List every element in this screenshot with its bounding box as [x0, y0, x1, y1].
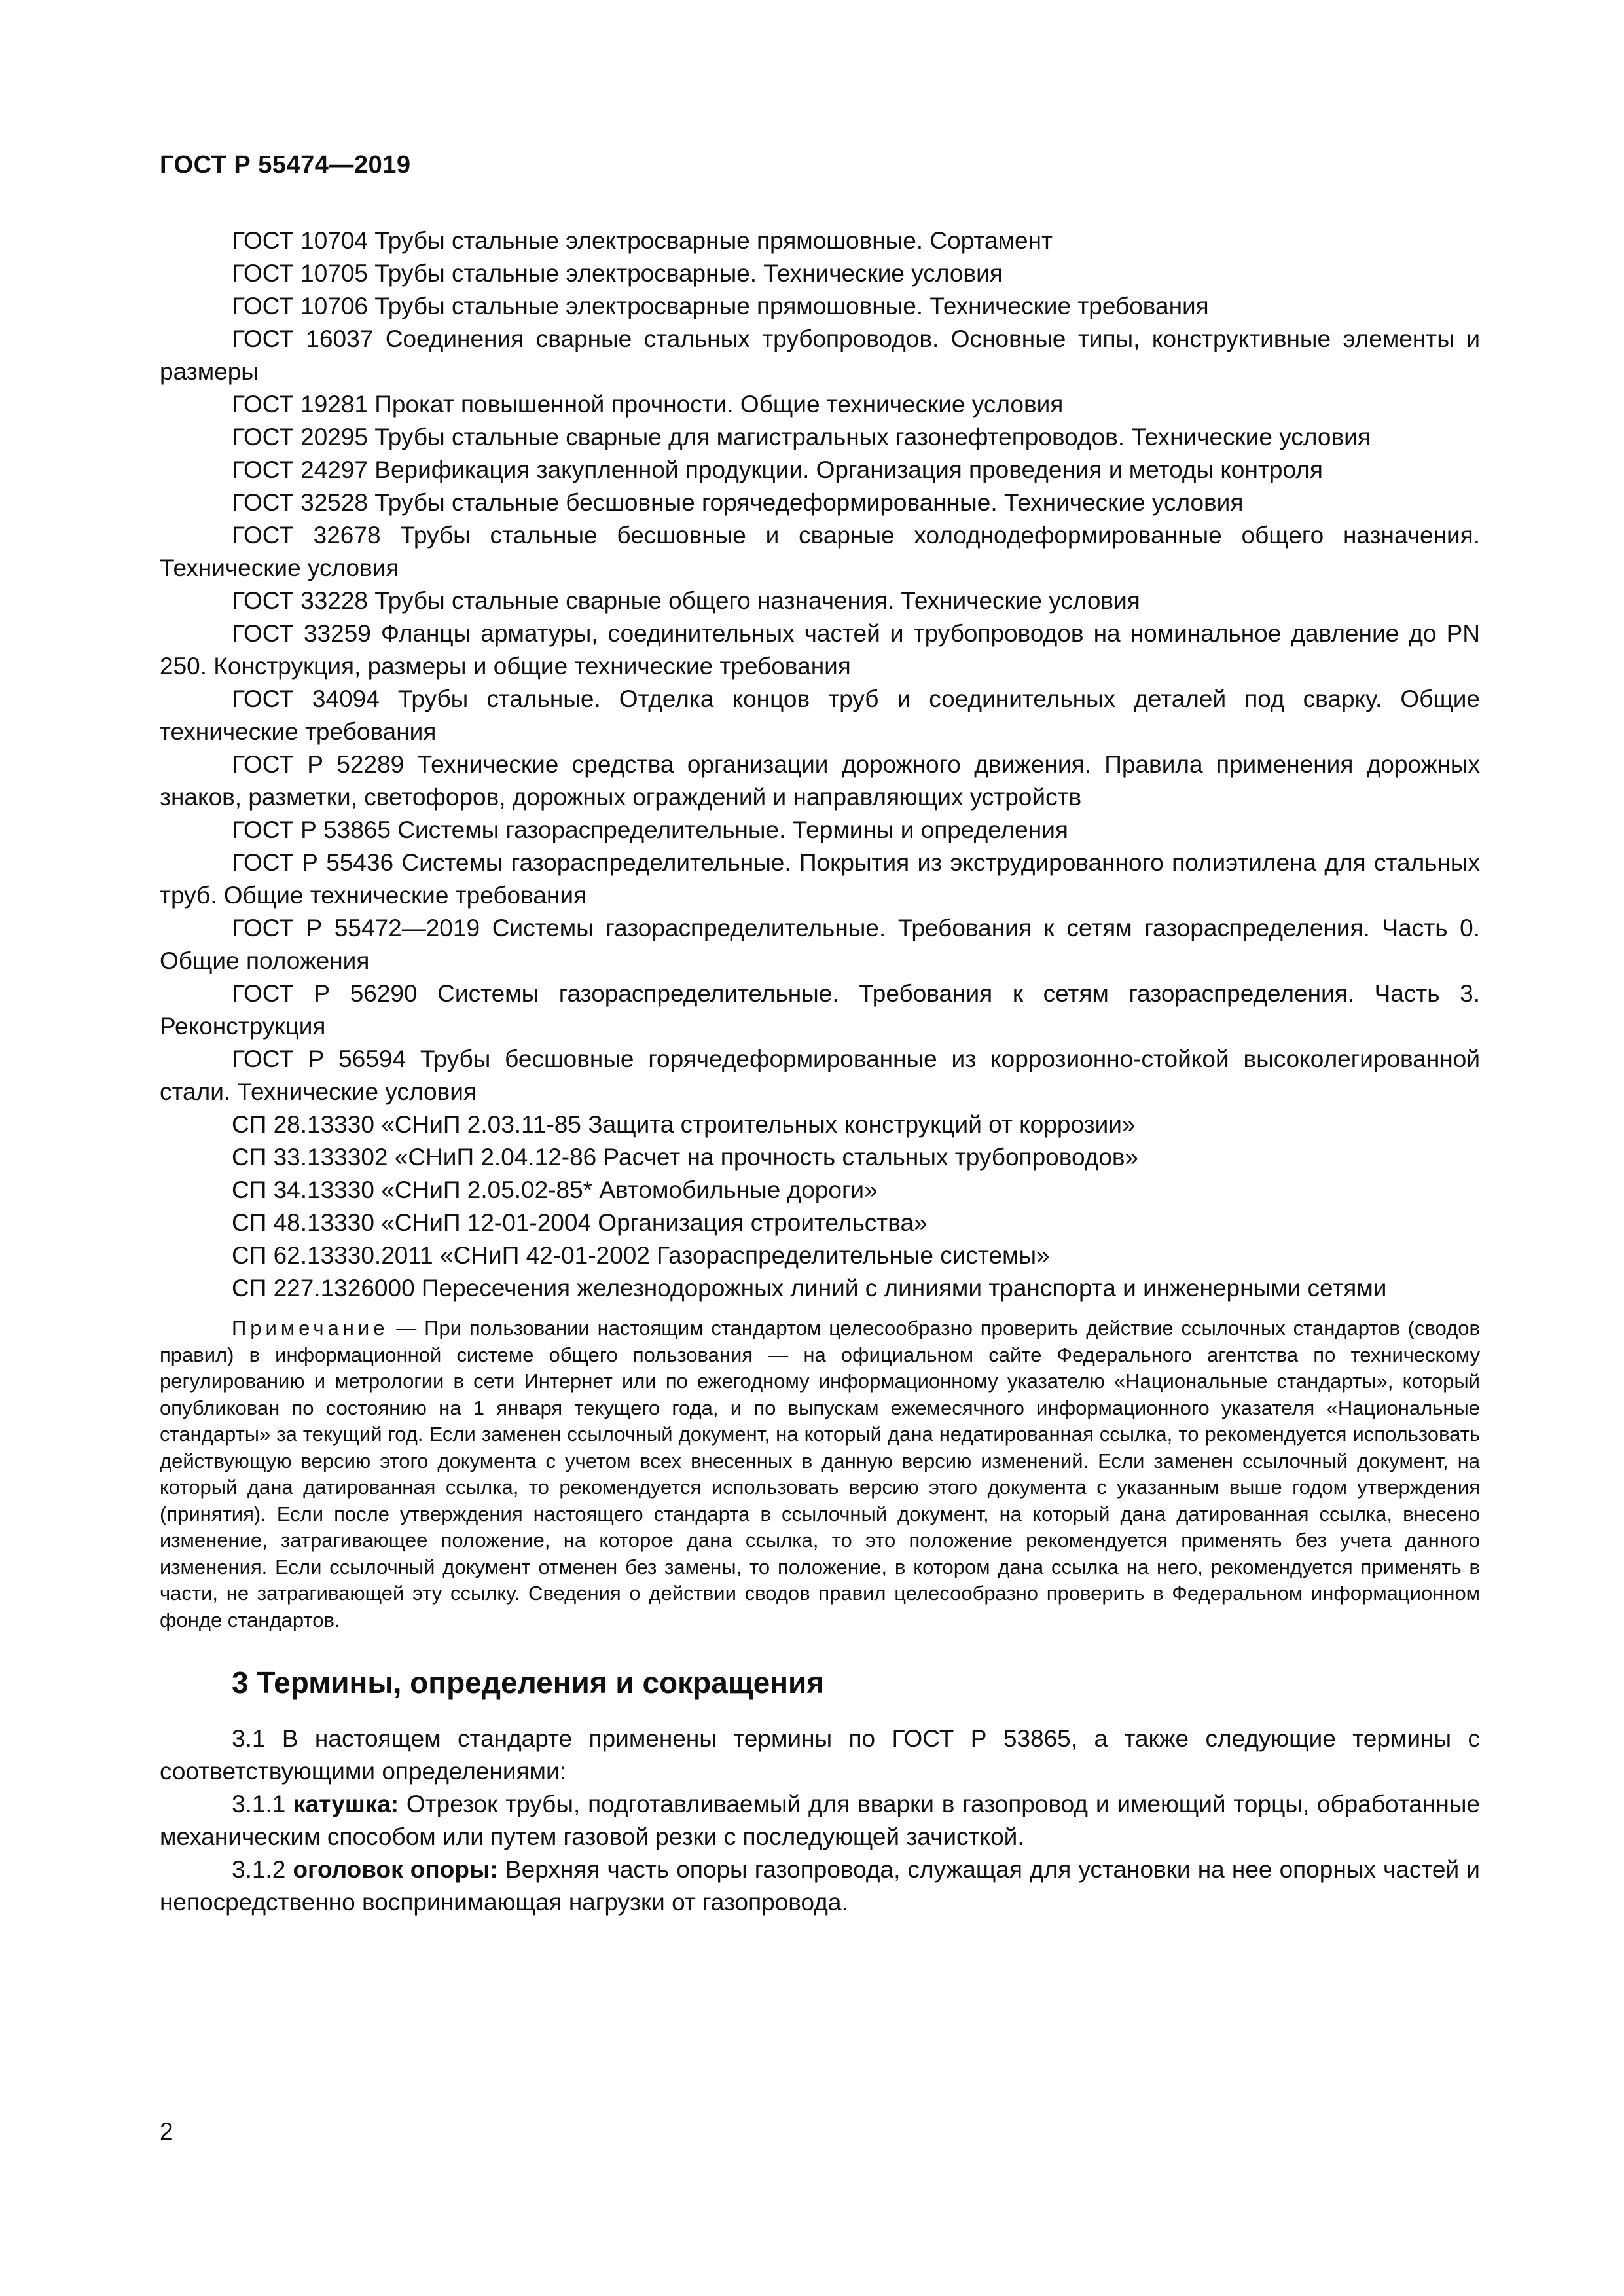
- reference-item: ГОСТ 10704 Трубы стальные электросварные прямошовные. Сортамент: [232, 227, 1053, 254]
- term-definition: Отрезок трубы, подготавливаемый для вварки в газопровод и имеющий торцы, обработанные механическим способом или путем газовой резки с последующей зачисткой.: [160, 1791, 1480, 1850]
- term-ogolovok-opory: оголовок опоры:: [293, 1856, 498, 1883]
- reference-item: СП 34.13330 «СНиП 2.05.02-85* Автомобильные дороги»: [232, 1176, 878, 1203]
- paragraph-3-1-1: [160, 1788, 1480, 1853]
- reference-item: ГОСТ 20295 Трубы стальные сварные для магистральных газонефтепроводов. Технические условия: [232, 424, 1371, 450]
- paragraph-3-1: 3.1 В настоящем стандарте применены термины по ГОСТ Р 53865, а также следующие термины с соответствующими определениями:: [160, 1725, 1480, 1785]
- reference-item: ГОСТ Р 55436 Системы газораспределительные. Покрытия из экструдированного полиэтилена для стальных труб. Общие технические требования: [160, 849, 1480, 909]
- reference-item: СП 62.13330.2011 «СНиП 42-01-2002 Газораспределительные системы»: [232, 1242, 1050, 1269]
- page-number: 2: [160, 2118, 173, 2145]
- reference-item: СП 48.13330 «СНиП 12-01-2004 Организация строительства»: [232, 1209, 928, 1236]
- reference-item: СП 33.133302 «СНиП 2.04.12-86 Расчет на прочность стальных трубопроводов»: [232, 1144, 1139, 1171]
- page-content: [160, 225, 1480, 1919]
- reference-item: ГОСТ 33259 Фланцы арматуры, соединительных частей и трубопроводов на номинальное давление до PN 250. Конструкция, размеры и общие технические требования: [160, 620, 1480, 680]
- normative-references-list: [160, 225, 1480, 1305]
- term-definition: Верхняя часть опоры газопровода, служащая для установки на нее опорных частей и непосредственно воспринимающая нагрузки от газопровода.: [160, 1856, 1480, 1916]
- paragraph-3-1-2: [160, 1853, 1480, 1919]
- reference-item: ГОСТ 32678 Трубы стальные бесшовные и сварные холоднодеформированные общего назначения. Технические условия: [160, 522, 1480, 581]
- reference-item: ГОСТ 24297 Верификация закупленной продукции. Организация проведения и методы контроля: [232, 456, 1323, 483]
- reference-item: ГОСТ 33228 Трубы стальные сварные общего назначения. Технические условия: [232, 587, 1140, 614]
- reference-item: ГОСТ 10706 Трубы стальные электросварные прямошовные. Технические требования: [232, 293, 1209, 319]
- reference-item: СП 227.1326000 Пересечения железнодорожных линий с линиями транспорта и инженерными сетями: [232, 1275, 1387, 1302]
- reference-item: ГОСТ 32528 Трубы стальные бесшовные горячедеформированные. Технические условия: [232, 489, 1244, 516]
- document-header: ГОСТ Р 55474—2019: [160, 151, 411, 179]
- reference-item: ГОСТ 19281 Прокат повышенной прочности. Общие технические условия: [232, 391, 1064, 418]
- reference-item: ГОСТ 16037 Соединения сварные стальных трубопроводов. Основные типы, конструктивные элементы и размеры: [160, 325, 1480, 385]
- note-text: — При пользовании настоящим стандартом целесообразно проверить действие ссылочных стандартов (сводов правил) в информационной системе общего пользования — на официальном сайте Федерального агентства по техническому регулированию и метрологии в сети Интернет или по ежегодному информационному указателю «Национальные стандарты», который опубликован по состоянию на 1 января текущего года, и по выпускам ежемесячного информационного указателя «Национальные стандарты» за текущий год. Если заменен ссылочный документ, на который дана недатированная ссылка, то рекомендуется использовать действующую версию этого документа с учетом всех внесенных в данную версию изменений. Если заменен ссылочный документ, на который дана датированная ссылка, то рекомендуется использовать версию этого документа с указанным выше годом утверждения (принятия). Если после утверждения настоящего стандарта в ссылочный документ, на который дана датированная ссылка, внесено изменение, затрагивающее положение, на которое дана ссылка, то это положение рекомендуется применять без учета данного изменения. Если ссылочный документ отменен без замены, то положение, в котором дана ссылка на него, рекомендуется применять в части, не затрагивающей эту ссылку. Сведения о действии сводов правил целесообразно проверить в Федеральном информационном фонде стандартов.: [160, 1317, 1480, 1631]
- reference-item: ГОСТ 34094 Трубы стальные. Отделка концов труб и соединительных деталей под сварку. Общие технические требования: [160, 685, 1480, 745]
- reference-item: ГОСТ 10705 Трубы стальные электросварные. Технические условия: [232, 260, 1003, 287]
- reference-item: ГОСТ Р 56594 Трубы бесшовные горячедеформированные из коррозионно-стойкой высоколегированной стали. Технические условия: [160, 1046, 1480, 1105]
- clause-number: 3.1.2: [232, 1856, 293, 1883]
- reference-item: ГОСТ Р 56290 Системы газораспределительные. Требования к сетям газораспределения. Часть 3. Реконструкция: [160, 980, 1480, 1040]
- reference-item: ГОСТ Р 52289 Технические средства организации дорожного движения. Правила применения дорожных знаков, разметки, светофоров, дорожных ограждений и направляющих устройств: [160, 751, 1480, 811]
- reference-item: ГОСТ Р 55472—2019 Системы газораспределительные. Требования к сетям газораспределения. Часть 0. Общие положения: [160, 915, 1480, 974]
- note-label: Примечание: [232, 1317, 389, 1339]
- references-note: [160, 1315, 1480, 1633]
- clause-number: 3.1.1: [232, 1791, 294, 1817]
- term-katushka: катушка:: [293, 1791, 399, 1817]
- reference-item: ГОСТ Р 53865 Системы газораспределительные. Термины и определения: [232, 816, 1068, 843]
- reference-item: СП 28.13330 «СНиП 2.03.11-85 Защита строительных конструкций от коррозии»: [232, 1111, 1136, 1138]
- section-3-title: 3 Термины, определения и сокращения: [232, 1666, 825, 1700]
